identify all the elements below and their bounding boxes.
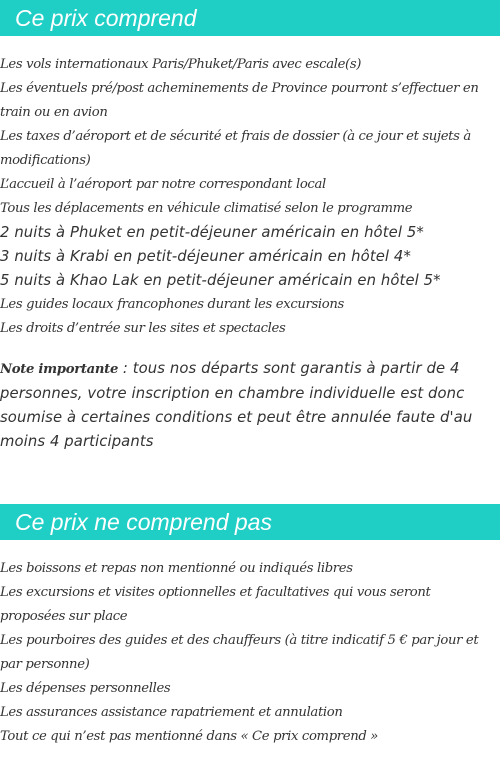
hotel-item: 3 nuits à Krabi en petit-déjeuner américain en hôtel 4* — [0, 248, 411, 265]
excludes-heading: Ce prix ne comprend pas — [0, 504, 500, 540]
list-item: Les taxes d’aéroport et de sécurité et frais de dossier (à ce jour et sujets à modifications) — [0, 129, 471, 168]
list-item: Les assurances assistance rapatriement et annulation — [0, 705, 343, 720]
list-item: L’accueil à l’aéroport par notre correspondant local — [0, 177, 326, 192]
includes-heading: Ce prix comprend — [0, 0, 500, 36]
hotel-item: 5 nuits à Khao Lak en petit-déjeuner américain en hôtel 5* — [0, 272, 441, 289]
list-item: Les droits d’entrée sur les sites et spectacles — [0, 321, 286, 336]
note-text: : tous nos départs sont garantis à partir de 4 personnes, votre inscription en chambre individuelle est donc soumise à certaines conditions et peut être annulée faute d'au moins 4 participants — [0, 360, 473, 450]
list-item: Tout ce qui n’est pas mentionné dans « Ce prix comprend » — [0, 729, 378, 744]
excludes-list — [0, 557, 500, 749]
list-item: Les éventuels pré/post acheminements de Province pourront s’effectuer en train ou en avion — [0, 81, 479, 120]
note-label: Note importante — [0, 362, 119, 377]
list-item: Tous les déplacements en véhicule climatisé selon le programme — [0, 201, 413, 216]
list-item: Les dépenses personnelles — [0, 681, 171, 696]
list-item: Les boissons et repas non mentionné ou indiqués libres — [0, 561, 353, 576]
list-item: Les excursions et visites optionnelles et facultatives qui vous seront proposées sur place — [0, 585, 431, 624]
hotel-item: 2 nuits à Phuket en petit-déjeuner américain en hôtel 5* — [0, 224, 424, 241]
list-item: Les pourboires des guides et des chauffeurs (à titre indicatif 5 € par jour et par personne) — [0, 633, 479, 672]
list-item: Les vols internationaux Paris/Phuket/Paris avec escale(s) — [0, 57, 362, 72]
list-item: Les guides locaux francophones durant les excursions — [0, 297, 344, 312]
includes-list — [0, 53, 500, 341]
important-note — [0, 357, 500, 454]
